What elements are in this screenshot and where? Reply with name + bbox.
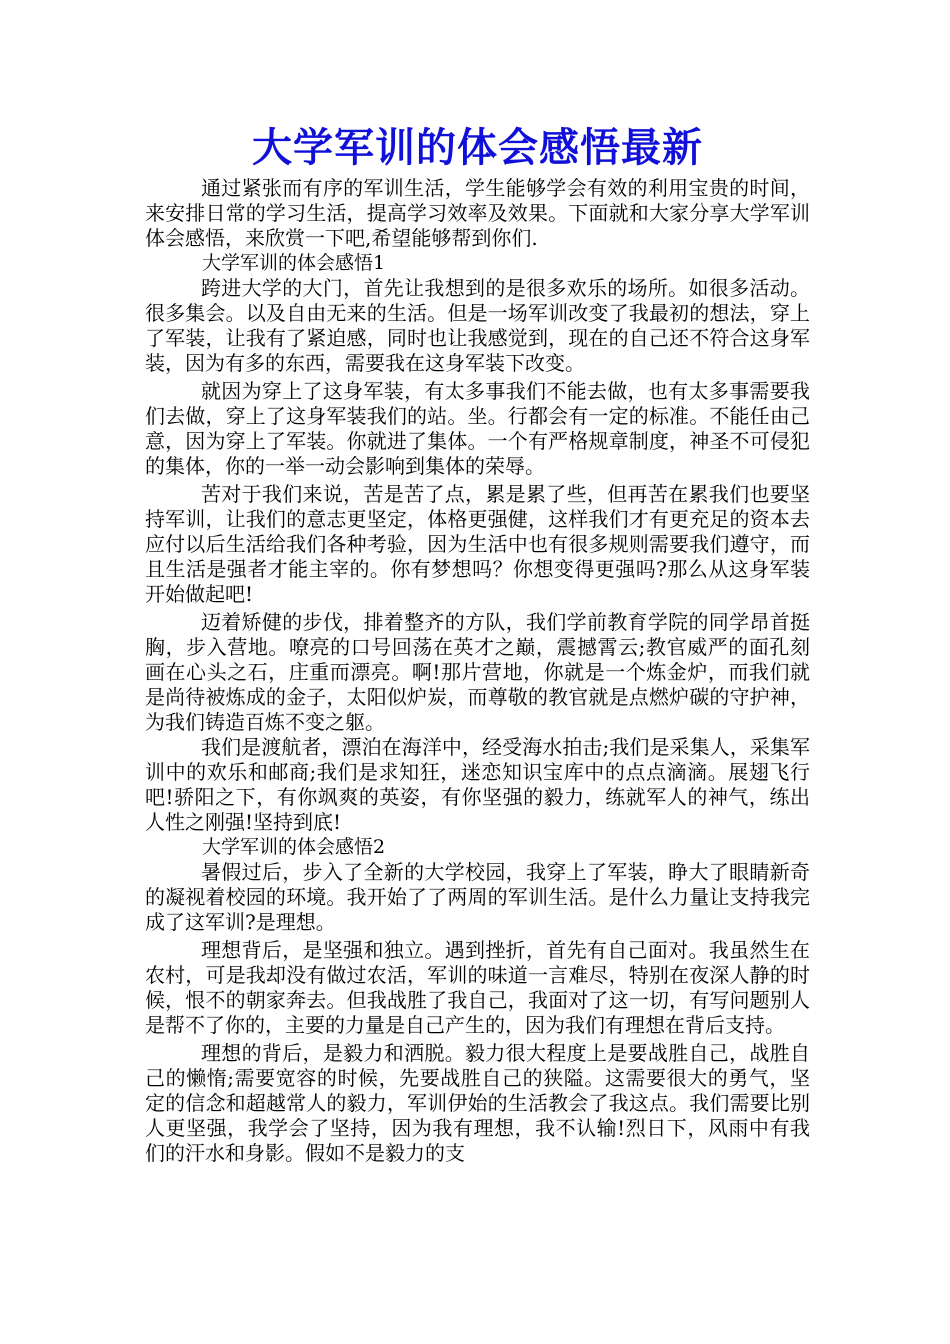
section-1-paragraph-1: 跨进大学的大门，首先让我想到的是很多欢乐的场所。如很多活动。很多集会。以及自由无来的生活。但是一场军训改变了我最初的想法，穿上了军装，让我有了紧迫感，同时也让我感觉到，现在的自己还不符合这身军装，因为有多的东西，需要我在这身军装下改变。 <box>145 276 810 375</box>
section-2-paragraph-2: 理想背后，是坚强和独立。遇到挫折，首先有自己面对。我虽然生在农村，可是我却没有做过农活，军训的味道一言难尽，特别在夜深人静的时候，恨不的朝家奔去。但我战胜了我自己，我面对了这一切，有写问题别人是帮不了你的，主要的力量是自己产生的，因为我们有理想在背后支持。 <box>145 938 810 1037</box>
section-1-paragraph-2: 就因为穿上了这身军装，有太多事我们不能去做，也有太多事需要我们去做，穿上了这身军装我们的站。坐。行都会有一定的标准。不能任由己意，因为穿上了军装。你就进了集体。一个有严格规章制度，神圣不可侵犯的集体，你的一举一动会影响到集体的荣辱。 <box>145 379 810 478</box>
section-2-paragraph-3: 理想的背后，是毅力和洒脱。毅力很大程度上是要战胜自己，战胜自己的懒惰;需要宽容的时候，先要战胜自己的狭隘。这需要很大的勇气，坚定的信念和超越常人的毅力，军训伊始的生活教会了我这点。我们需要比别人更坚强，我学会了坚持，因为我有理想，我不认输!烈日下，风雨中有我们的汗水和身影。假如不是毅力的支 <box>145 1041 810 1165</box>
section-2-heading: 大学军训的体会感悟2 <box>202 836 386 858</box>
document-title: 大学军训的体会感悟最新 <box>252 125 703 171</box>
section-2-paragraph-1: 暑假过后，步入了全新的大学校园，我穿上了军装，睁大了眼睛新奇的凝视着校园的环境。我开始了了两周的军训生活。是什么力量让支持我完成了这军训?是理想。 <box>145 860 810 934</box>
section-1-heading: 大学军训的体会感悟1 <box>202 252 386 274</box>
section-1-paragraph-3: 苦对于我们来说，苦是苦了点，累是累了些，但再苦在累我们也要坚持军训，让我们的意志更坚定，体格更强健，这样我们才有更充足的资本去应付以后生活给我们各种考验，因为生活中也有很多规则需要我们遵守，而且生活是强者才能主宰的。你有梦想吗？你想变得更强吗?那么从这身军装开始做起吧! <box>145 482 810 606</box>
section-1-paragraph-4: 迈着矫健的步伐，排着整齐的方队，我们学前教育学院的同学昂首挺胸，步入营地。嘹亮的口号回荡在英才之巅，震撼霄云;教官威严的面孔刻画在心头之石，庄重而漂亮。啊!那片营地，你就是一个炼金炉，而我们就是尚待被炼成的金子，太阳似炉炭，而尊敬的教官就是点燃炉碳的守护神，为我们铸造百炼不变之躯。 <box>145 610 810 734</box>
document-page <box>145 120 810 1166</box>
intro-paragraph: 通过紧张而有序的军训生活，学生能够学会有效的利用宝贵的时间，来安排日常的学习生活，提高学习效率及效果。下面就和大家分享大学军训体会感悟，来欣赏一下吧,希望能够帮到你们. <box>145 176 810 250</box>
section-1-paragraph-5: 我们是渡航者，漂泊在海洋中，经受海水拍击;我们是采集人，采集军训中的欢乐和邮商;我们是求知狂，迷恋知识宝库中的点点滴滴。展翅飞行吧!骄阳之下，有你飒爽的英姿，有你坚强的毅力，练就军人的神气，练出人性之刚强!坚持到底! <box>145 735 810 834</box>
